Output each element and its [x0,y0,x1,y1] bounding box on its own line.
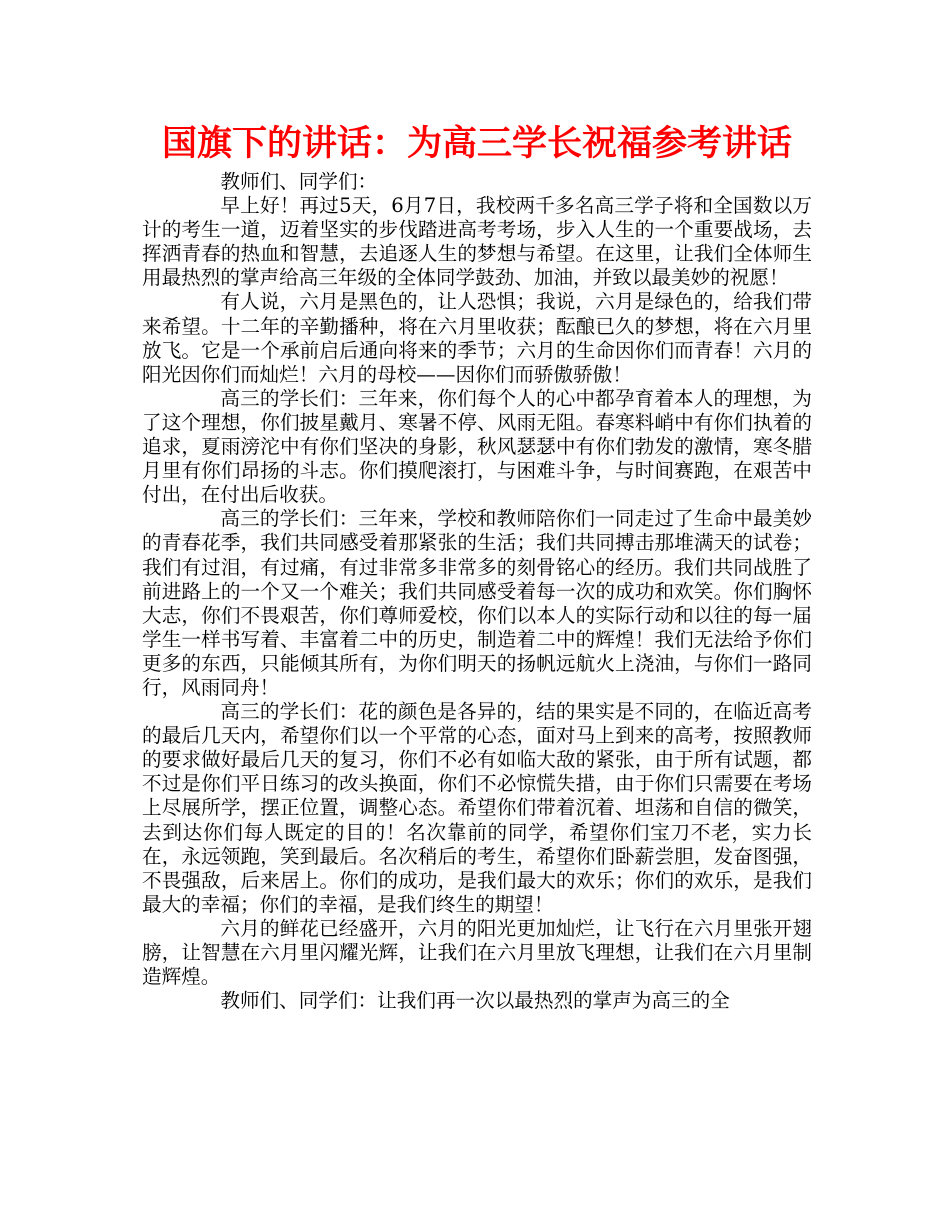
document-title: 国旗下的讲话：为高三学长祝福参考讲话 [161,124,792,164]
paragraph-closing: 教师们、同学们：让我们再一次以最热烈的掌声为高三的全 [220,989,730,1013]
document-page [142,120,812,1013]
paragraph-opening: 早上好！再过5天，6月7日，我校两千多名高三学子将和全国数以万计的考生一道，迈着坚实的步伐踏进高考考场，步入人生的一个重要战场，去挥洒青春的热血和智慧，去追逐人生的梦想与希望。在这里，让我们全体师生用最热烈的掌声给高三年级的全体同学鼓劲、加油，并致以最美妙的祝愿！ [142,194,812,290]
paragraph-june: 有人说，六月是黑色的，让人恐惧；我说，六月是绿色的，给我们带来希望。十二年的辛勤播种，将在六月里收获；酝酿已久的梦想，将在六月里放飞。它是一个承前启后通向将来的季节；六月的生命因你们而青春！六月的阳光因你们而灿烂！六月的母校——因你们而骄傲骄傲！ [142,290,812,386]
document-body [142,170,812,1013]
paragraph-seniors-journey: 高三的学长们：三年来，学校和教师陪你们一同走过了生命中最美妙的青春花季，我们共同感受着那紧张的生活；我们共同搏击那堆满天的试卷；我们有过泪，有过痛，有过非常多非常多的刻骨铭心的经历。我们共同战胜了前进路上的一个又一个难关；我们共同感受着每一次的成功和欢笑。你们胸怀大志，你们不畏艰苦，你们尊师爱校，你们以本人的实际行动和以往的每一届学生一样书写着、丰富着二中的历史，制造着二中的辉煌！我们无法给予你们更多的东西，只能倾其所有，为你们明天的扬帆远航火上浇油，与你们一路同行，风雨同舟！ [142,507,812,699]
paragraph-seniors-effort: 高三的学长们：三年来，你们每个人的心中都孕育着本人的理想，为了这个理想，你们披星戴月、寒暑不停、风雨无阻。春寒料峭中有你们执着的追求，夏雨滂沱中有你们坚决的身影，秋风瑟瑟中有你们勃发的激情，寒冬腊月里有你们昂扬的斗志。你们摸爬滚打，与困难斗争，与时间赛跑，在艰苦中付出，在付出后收获。 [142,386,812,507]
paragraph-seniors-advice: 高三的学长们：花的颜色是各异的，结的果实是不同的，在临近高考的最后几天内，希望你们以一个平常的心态，面对马上到来的高考，按照教师的要求做好最后几天的复习，你们不必有如临大敌的紧张，由于所有试题，都不过是你们平日练习的改头换面，你们不必惊慌失措，由于你们只需要在考场上尽展所学，摆正位置，调整心态。希望你们带着沉着、坦荡和自信的微笑，去到达你们每人既定的目的！名次靠前的同学，希望你们宝刀不老，实力长在，永远领跑，笑到最后。名次稍后的考生，希望你们卧薪尝胆，发奋图强，不畏强敌，后来居上。你们的成功，是我们最大的欢乐；你们的欢乐，是我们最大的幸福；你们的幸福，是我们终生的期望！ [142,700,812,916]
paragraph-flowers: 六月的鲜花已经盛开，六月的阳光更加灿烂，让飞行在六月里张开翅膀，让智慧在六月里闪耀光辉，让我们在六月里放飞理想，让我们在六月里制造辉煌。 [142,916,812,989]
paragraph-greeting: 教师们、同学们： [220,170,378,193]
